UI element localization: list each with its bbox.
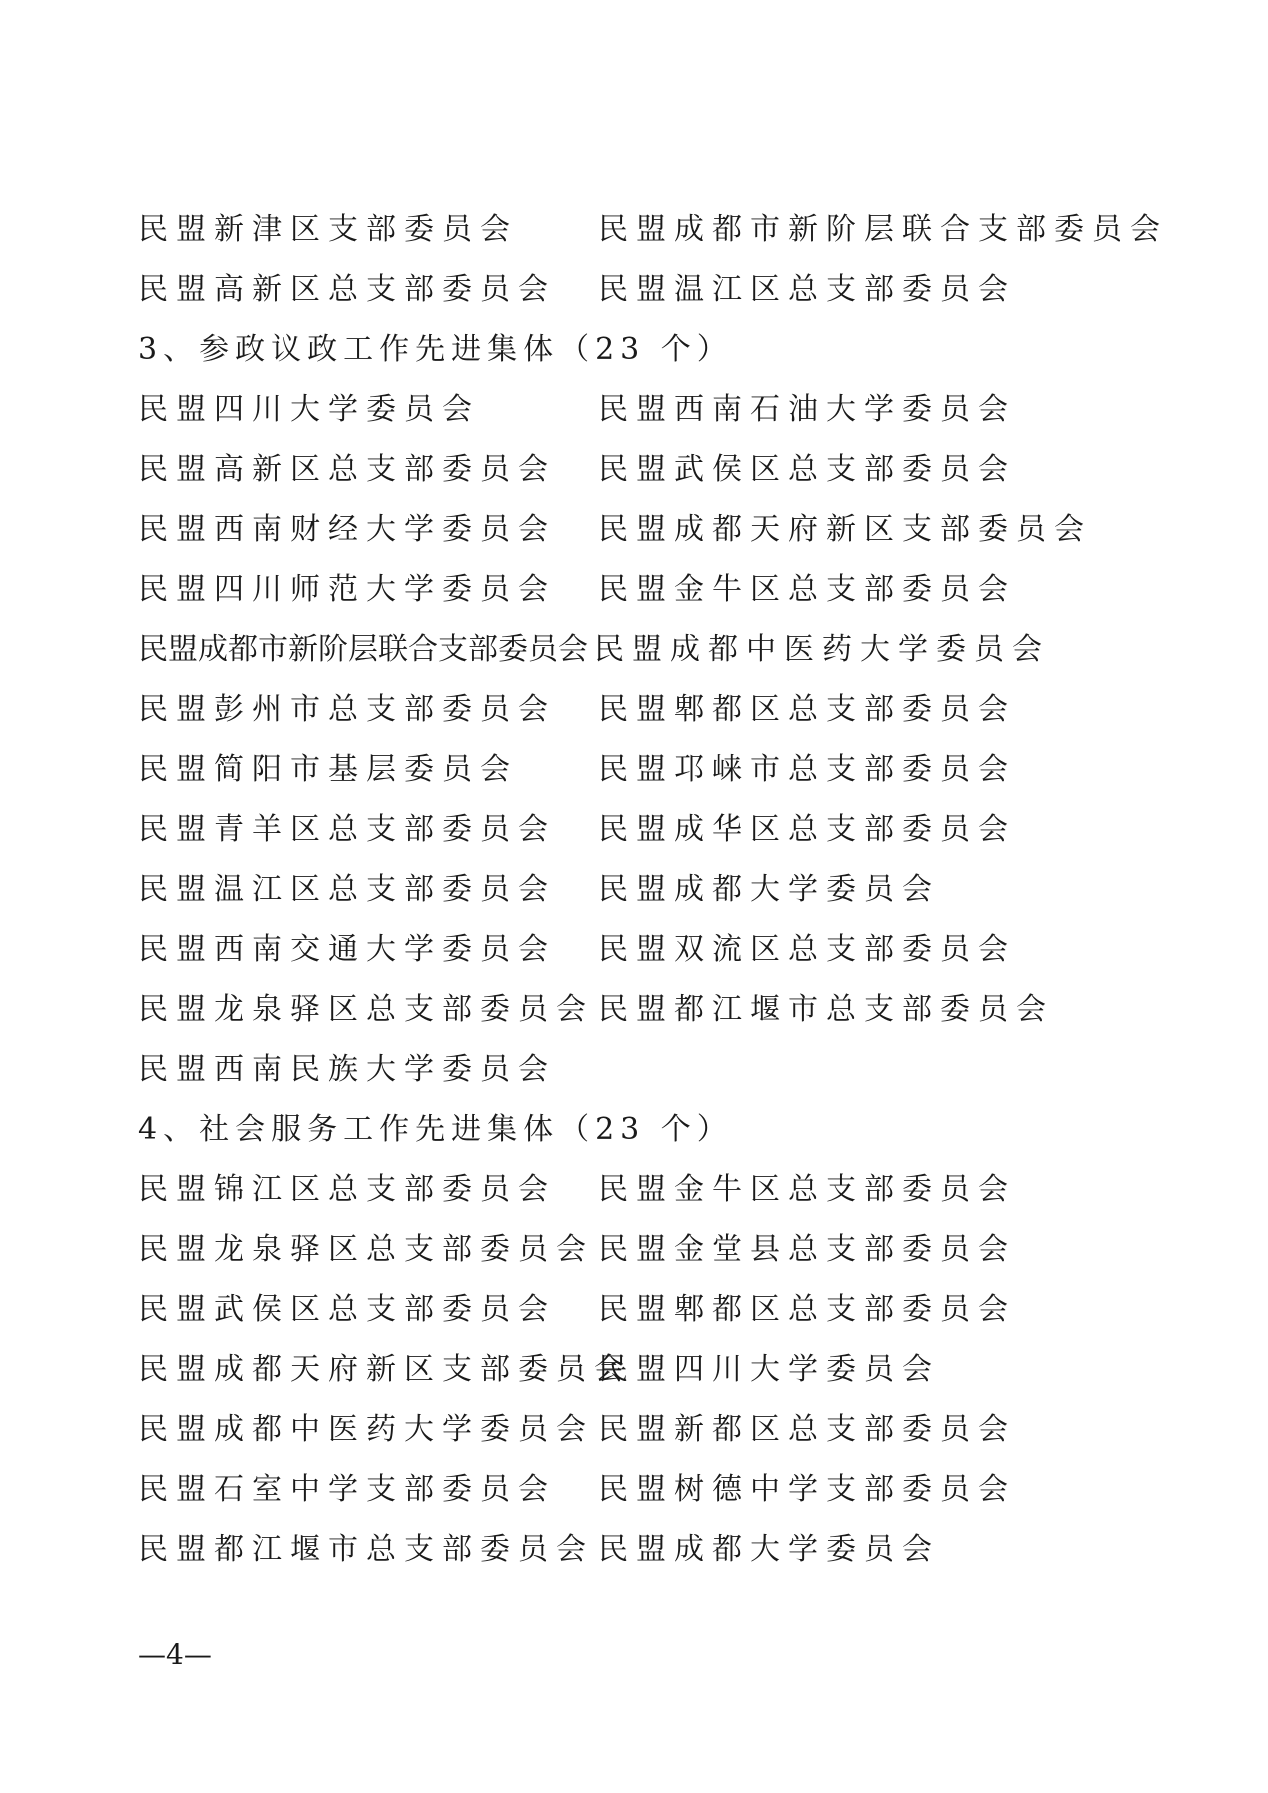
list-item: 民盟西南石油大学委员会 (598, 392, 1016, 427)
list-row (138, 260, 1148, 320)
list-item: 民盟四川大学委员会 (138, 392, 480, 427)
list-item: 民盟新都区总支部委员会 (598, 1412, 1016, 1447)
list-row (138, 1160, 1148, 1220)
list-item: 民盟成都市新阶层联合支部委员会 (138, 632, 588, 667)
list-item: 民盟龙泉驿区总支部委员会 (138, 1232, 594, 1267)
section-3-heading: 3、参政议政工作先进集体（23 个） (138, 332, 733, 367)
list-row (138, 200, 1168, 260)
list-item: 民盟双流区总支部委员会 (598, 932, 1016, 967)
list-row (138, 920, 1148, 980)
list-item: 民盟树德中学支部委员会 (598, 1472, 1016, 1507)
list-item: 民盟都江堰市总支部委员会 (138, 1532, 594, 1567)
page-number: —4— (138, 1638, 212, 1671)
section-heading (138, 320, 1148, 380)
list-row (138, 1460, 1148, 1520)
list-row (138, 680, 1148, 740)
list-item: 民盟成都中医药大学委员会 (594, 632, 1050, 667)
list-row (138, 620, 1148, 680)
list-item: 民盟西南财经大学委员会 (138, 512, 556, 547)
list-row (138, 800, 1148, 860)
list-row (138, 500, 1148, 560)
list-item: 民盟邛崃市总支部委员会 (598, 752, 1016, 787)
list-row (138, 1040, 1148, 1100)
list-item: 民盟武侯区总支部委员会 (598, 452, 1016, 487)
list-item: 民盟郫都区总支部委员会 (598, 692, 1016, 727)
list-item: 民盟高新区总支部委员会 (138, 452, 556, 487)
list-item: 民盟四川师范大学委员会 (138, 572, 556, 607)
list-item: 民盟青羊区总支部委员会 (138, 812, 556, 847)
list-item: 民盟彭州市总支部委员会 (138, 692, 556, 727)
list-item: 民盟温江区总支部委员会 (138, 872, 556, 907)
list-item: 民盟金堂县总支部委员会 (598, 1232, 1016, 1267)
list-item: 民盟成都天府新区支部委员会 (598, 512, 1092, 547)
list-item: 民盟金牛区总支部委员会 (598, 572, 1016, 607)
list-item: 民盟龙泉驿区总支部委员会 (138, 992, 594, 1027)
list-item: 民盟西南民族大学委员会 (138, 1052, 556, 1087)
list-item: 民盟成华区总支部委员会 (598, 812, 1016, 847)
list-item: 民盟简阳市基层委员会 (138, 752, 518, 787)
list-item: 民盟新津区支部委员会 (138, 212, 518, 247)
list-item: 民盟成都大学委员会 (598, 872, 940, 907)
list-row (138, 860, 1148, 920)
list-row (138, 380, 1148, 440)
section-4-heading: 4、社会服务工作先进集体（23 个） (138, 1112, 733, 1147)
list-item: 民盟锦江区总支部委员会 (138, 1172, 556, 1207)
list-item: 民盟温江区总支部委员会 (598, 272, 1016, 307)
list-row (138, 1340, 1148, 1400)
list-item: 民盟四川大学委员会 (598, 1352, 940, 1387)
list-row (138, 1400, 1148, 1460)
list-item: 民盟西南交通大学委员会 (138, 932, 556, 967)
list-item: 民盟都江堰市总支部委员会 (598, 992, 1054, 1027)
list-item: 民盟金牛区总支部委员会 (598, 1172, 1016, 1207)
list-item: 民盟成都中医药大学委员会 (138, 1412, 594, 1447)
list-row (138, 1280, 1148, 1340)
section-heading (138, 1100, 1148, 1160)
list-row (138, 740, 1148, 800)
list-row (138, 1520, 1148, 1580)
list-item: 民盟高新区总支部委员会 (138, 272, 556, 307)
list-item: 民盟武侯区总支部委员会 (138, 1292, 556, 1327)
list-item: 民盟成都天府新区支部委员会 (138, 1352, 632, 1387)
list-item: 民盟成都大学委员会 (598, 1532, 940, 1567)
list-row (138, 1220, 1148, 1280)
list-item: 民盟郫都区总支部委员会 (598, 1292, 1016, 1327)
list-row (138, 440, 1148, 500)
list-item: 民盟石室中学支部委员会 (138, 1472, 556, 1507)
document-body (138, 200, 1168, 1580)
list-row (138, 980, 1148, 1040)
list-item: 民盟成都市新阶层联合支部委员会 (598, 212, 1168, 247)
list-row (138, 560, 1148, 620)
